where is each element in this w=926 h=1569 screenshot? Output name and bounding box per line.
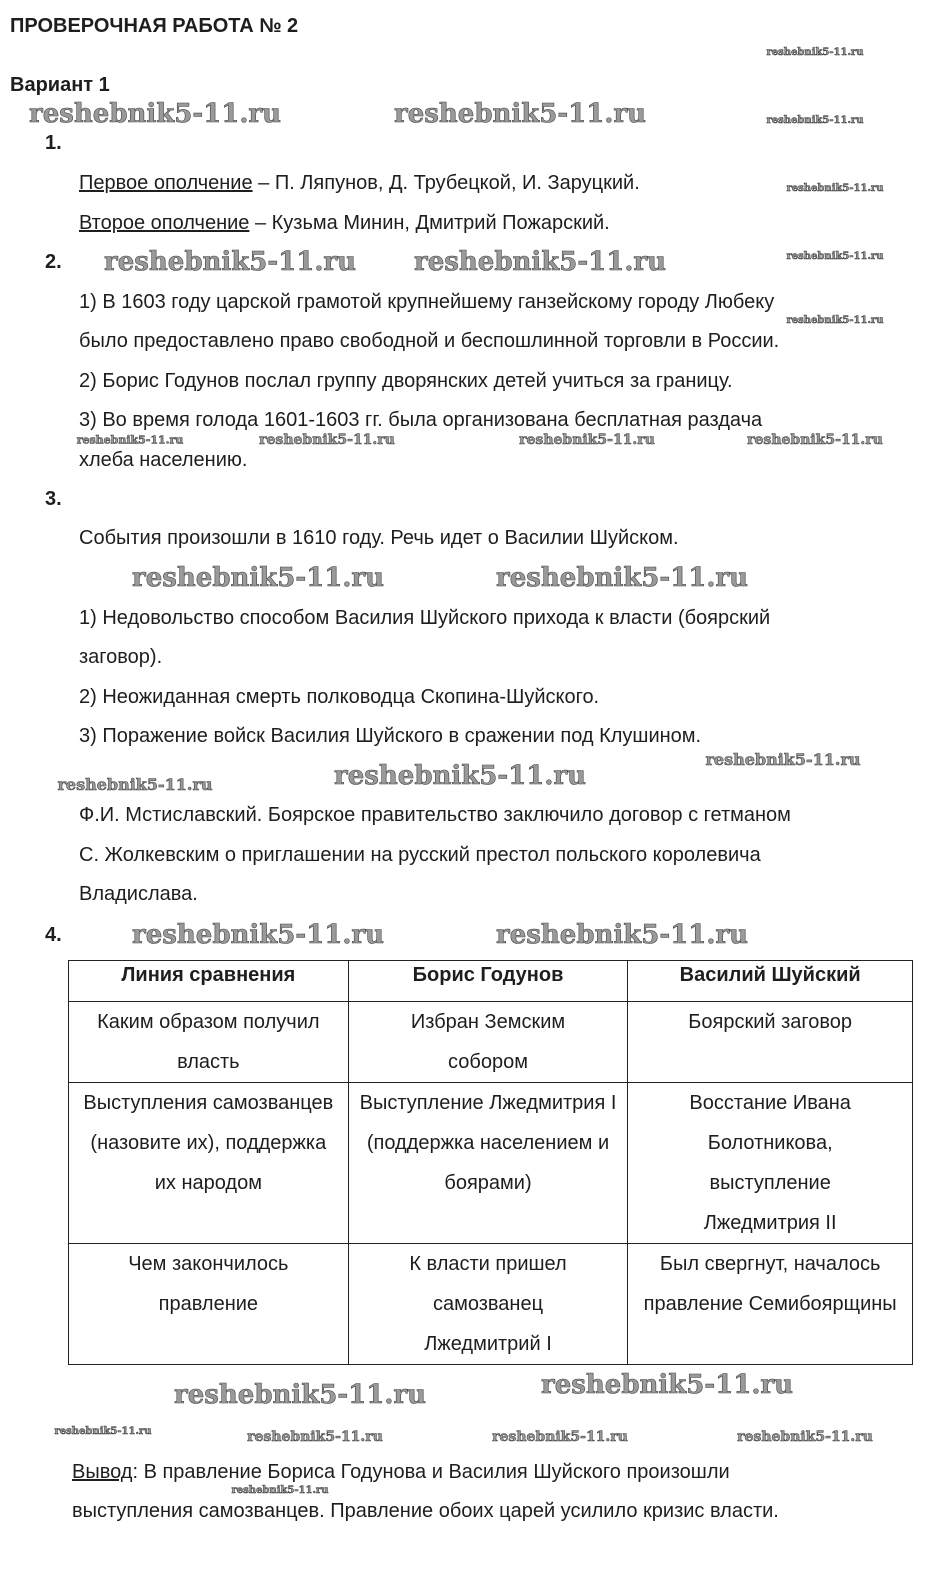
- watermark: reshebnik5-11.ru: [103, 247, 357, 277]
- comparison-table: [68, 960, 913, 1365]
- watermark: reshebnik5-11.ru: [413, 247, 667, 277]
- watermark: reshebnik5-11.ru: [57, 775, 213, 794]
- watermark: reshebnik5-11.ru: [540, 1370, 794, 1400]
- watermark: reshebnik5-11.ru: [766, 115, 864, 126]
- answer-line: Владислава.: [79, 883, 198, 905]
- watermark: reshebnik5-11.ru: [766, 47, 864, 58]
- table-row: [69, 1244, 913, 1365]
- question-1-number: 1.: [45, 132, 62, 154]
- watermark: reshebnik5-11.ru: [737, 1429, 873, 1445]
- watermark: reshebnik5-11.ru: [786, 251, 884, 262]
- answer-line: 3) Во время голода 1601-1603 гг. была организована бесплатная раздача: [79, 409, 763, 431]
- watermark: reshebnik5-11.ru: [333, 761, 587, 791]
- conclusion-line: [72, 1460, 730, 1484]
- answer-line: 1) Недовольство способом Василия Шуйского прихода к власти (боярский: [79, 607, 771, 629]
- watermark: reshebnik5-11.ru: [786, 183, 884, 194]
- watermark: reshebnik5-11.ru: [28, 99, 282, 129]
- watermark: reshebnik5-11.ru: [393, 99, 647, 129]
- answer-line: С. Жолкевским о приглашении на русский престол польского королевича: [79, 844, 761, 866]
- watermark: reshebnik5-11.ru: [495, 920, 749, 950]
- answer-line: было предоставлено право свободной и беспошлинной торговли в России.: [79, 330, 780, 352]
- watermark: reshebnik5-11.ru: [705, 750, 861, 769]
- table-cell: Боярский заговор: [628, 1002, 913, 1083]
- conclusion-text: : В правление Бориса Годунова и Василия Шуйского произошли: [132, 1461, 730, 1483]
- table-row: [69, 1002, 913, 1083]
- answer-line: заговор).: [79, 646, 163, 668]
- question-2-number: 2.: [45, 251, 62, 273]
- column-header: Василий Шуйский: [628, 961, 913, 1002]
- watermark: reshebnik5-11.ru: [131, 563, 385, 593]
- table-cell: Избран Земским собором: [348, 1002, 628, 1083]
- watermark: reshebnik5-11.ru: [173, 1380, 427, 1410]
- watermark: reshebnik5-11.ru: [492, 1429, 628, 1445]
- watermark: reshebnik5-11.ru: [519, 432, 655, 448]
- table-cell: К власти пришел самозванец Лжедмитрий I: [348, 1244, 628, 1365]
- answer-line: [79, 211, 610, 235]
- conclusion-line: выступления самозванцев. Правление обоих царей усилило кризис власти.: [72, 1500, 779, 1522]
- page-title: ПРОВЕРОЧНАЯ РАБОТА № 2: [10, 15, 299, 37]
- watermark: reshebnik5-11.ru: [495, 563, 749, 593]
- answer-text: – Кузьма Минин, Дмитрий Пожарский.: [249, 212, 610, 234]
- answer-line: Ф.И. Мстиславский. Боярское правительство заключило договор с гетманом: [79, 804, 791, 826]
- underlined-term: Первое ополчение: [79, 172, 253, 194]
- answer-line: хлеба населению.: [79, 449, 248, 471]
- variant-heading: Вариант 1: [10, 74, 110, 96]
- table-row: [69, 1083, 913, 1244]
- underlined-term: Второе ополчение: [79, 212, 250, 234]
- answer-line: События произошли в 1610 году. Речь идет о Василии Шуйском.: [79, 527, 679, 549]
- table-cell: Выступления самозванцев (назовите их), поддержка их народом: [69, 1083, 349, 1244]
- answer-line: 2) Неожиданная смерть полководца Скопина-Шуйского.: [79, 686, 600, 708]
- answer-line: [79, 171, 640, 195]
- watermark: reshebnik5-11.ru: [786, 315, 884, 326]
- question-3-number: 3.: [45, 488, 62, 510]
- table-cell: Выступление Лжедмитрия I (поддержка населением и боярами): [348, 1083, 628, 1244]
- table-cell: Восстание Ивана Болотникова, выступление Лжедмитрия II: [628, 1083, 913, 1244]
- answer-line: 2) Борис Годунов послал группу дворянских детей учиться за границу.: [79, 370, 733, 392]
- watermark: reshebnik5-11.ru: [231, 1485, 329, 1496]
- conclusion-label: Вывод: [72, 1461, 133, 1483]
- column-header: Линия сравнения: [69, 961, 349, 1002]
- watermark: reshebnik5-11.ru: [54, 1426, 152, 1437]
- table-cell: Был свергнут, началось правление Семибоярщины: [628, 1244, 913, 1365]
- column-header: Борис Годунов: [348, 961, 628, 1002]
- watermark: reshebnik5-11.ru: [76, 433, 184, 447]
- answer-text: – П. Ляпунов, Д. Трубецкой, И. Заруцкий.: [252, 172, 640, 194]
- table-cell: Каким образом получил власть: [69, 1002, 349, 1083]
- watermark: reshebnik5-11.ru: [747, 432, 883, 448]
- table-header-row: [69, 961, 913, 1002]
- question-4-number: 4.: [45, 924, 62, 946]
- watermark: reshebnik5-11.ru: [247, 1429, 383, 1445]
- answer-line: 3) Поражение войск Василия Шуйского в сражении под Клушином.: [79, 725, 702, 747]
- watermark: reshebnik5-11.ru: [131, 920, 385, 950]
- answer-line: 1) В 1603 году царской грамотой крупнейшему ганзейскому городу Любеку: [79, 291, 775, 313]
- watermark: reshebnik5-11.ru: [259, 432, 395, 448]
- table-cell: Чем закончилось правление: [69, 1244, 349, 1365]
